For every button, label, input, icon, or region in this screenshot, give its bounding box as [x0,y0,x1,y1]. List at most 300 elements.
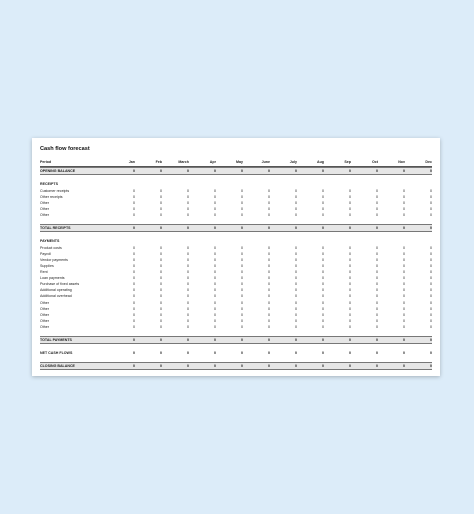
payment-row-cell[interactable]: 0 [376,312,378,317]
total-payments-row-cell[interactable]: 0 [403,337,405,342]
payment-row-cell[interactable]: 0 [187,324,189,329]
receipt-row-cell[interactable]: 0 [268,200,270,205]
header-row-cell[interactable]: May [236,160,243,164]
payment-row-cell[interactable]: 0 [430,276,432,281]
payment-row-cell[interactable]: 0 [133,318,135,323]
payment-row-cell[interactable]: 0 [241,263,243,268]
payment-row-cell[interactable]: 0 [376,288,378,293]
payment-row-cell[interactable]: 0 [349,282,351,287]
payment-row-cell[interactable]: 0 [430,251,432,256]
closing-balance-row-cell[interactable]: 0 [376,364,378,369]
payment-row-cell[interactable]: 0 [403,306,405,311]
payment-row-cell[interactable]: 0 [268,294,270,299]
total-payments-row-cell[interactable]: 0 [133,337,135,342]
payment-row-cell[interactable]: 0 [160,288,162,293]
net-cash-flows-row-cell[interactable]: 0 [187,351,189,356]
closing-balance-row-cell[interactable]: 0 [295,364,297,369]
payment-row-cell[interactable]: 0 [268,318,270,323]
payment-row-cell[interactable]: 0 [403,257,405,262]
payment-row-cell[interactable]: 0 [241,324,243,329]
receipt-row-cell[interactable]: 0 [376,206,378,211]
receipt-row-cell[interactable]: 0 [133,200,135,205]
receipt-row-cell[interactable]: 0 [403,200,405,205]
payment-row-cell[interactable]: 0 [403,312,405,317]
payment-row-cell[interactable]: 0 [268,276,270,281]
payment-row-cell[interactable]: 0 [403,251,405,256]
payment-row-cell[interactable]: 0 [268,324,270,329]
total-payments-row-cell[interactable]: 0 [322,337,324,342]
payment-row-cell[interactable]: 0 [214,251,216,256]
payment-row-cell[interactable]: 0 [322,288,324,293]
payment-row-cell[interactable]: 0 [214,276,216,281]
header-row-cell[interactable]: Dec [425,160,432,164]
payment-row-cell[interactable]: 0 [349,257,351,262]
payment-row-cell[interactable]: 0 [349,288,351,293]
receipt-row-cell[interactable]: 0 [241,212,243,217]
payment-row-cell[interactable]: 0 [430,306,432,311]
receipt-row-cell[interactable]: 0 [322,206,324,211]
net-cash-flows-row-cell[interactable]: 0 [268,351,270,356]
receipt-row-cell[interactable]: 0 [349,212,351,217]
payment-row-cell[interactable]: 0 [349,324,351,329]
net-cash-flows-row-cell[interactable]: 0 [349,351,351,356]
receipt-row-cell[interactable]: 0 [214,194,216,199]
payment-row-cell[interactable]: 0 [403,270,405,275]
payment-row-cell[interactable]: 0 [376,318,378,323]
payment-row-cell[interactable]: 0 [133,294,135,299]
total-receipts-row-cell[interactable]: 0 [322,226,324,231]
receipt-row-cell[interactable]: 0 [376,200,378,205]
receipt-row-cell[interactable]: 0 [295,206,297,211]
payment-row-cell[interactable]: 0 [187,270,189,275]
payment-row-cell[interactable]: 0 [214,294,216,299]
payment-row-cell[interactable]: 0 [133,257,135,262]
payment-row-cell[interactable]: 0 [160,257,162,262]
payment-row-cell[interactable]: 0 [214,288,216,293]
receipt-row-cell[interactable]: 0 [160,206,162,211]
payment-row-cell[interactable]: 0 [349,318,351,323]
payment-row-cell[interactable]: 0 [403,294,405,299]
payment-row-cell[interactable]: 0 [214,282,216,287]
receipt-row-cell[interactable]: 0 [295,188,297,193]
payment-row-cell[interactable]: 0 [376,324,378,329]
net-cash-flows-row-cell[interactable]: 0 [403,351,405,356]
total-receipts-row-cell[interactable]: 0 [133,226,135,231]
payment-row-cell[interactable]: 0 [430,270,432,275]
receipt-row-cell[interactable]: 0 [322,188,324,193]
header-row-cell[interactable]: Jan [128,160,135,164]
payment-row-cell[interactable]: 0 [322,282,324,287]
payment-row-cell[interactable]: 0 [430,288,432,293]
payment-row-cell[interactable]: 0 [241,245,243,250]
payment-row-cell[interactable]: 0 [160,245,162,250]
closing-balance-row-cell[interactable]: 0 [403,364,405,369]
opening-balance-row-cell[interactable]: 0 [295,169,297,173]
payment-row-cell[interactable]: 0 [295,251,297,256]
payment-row-cell[interactable]: 0 [268,245,270,250]
receipt-row-cell[interactable]: 0 [403,206,405,211]
total-receipts-row-cell[interactable]: 0 [241,226,243,231]
payment-row-cell[interactable]: 0 [187,251,189,256]
payment-row-cell[interactable]: 0 [376,257,378,262]
receipt-row-cell[interactable]: 0 [268,188,270,193]
payment-row-cell[interactable]: 0 [268,257,270,262]
receipt-row-cell[interactable]: 0 [322,194,324,199]
opening-balance-row-cell[interactable]: 0 [376,169,378,173]
payment-row-cell[interactable]: 0 [187,288,189,293]
payment-row-cell[interactable]: 0 [214,300,216,305]
closing-balance-row-cell[interactable]: 0 [430,364,432,369]
payment-row-cell[interactable]: 0 [295,245,297,250]
total-payments-row-cell[interactable]: 0 [214,337,216,342]
payment-row-cell[interactable]: 0 [268,288,270,293]
payment-row-cell[interactable]: 0 [430,324,432,329]
payment-row-cell[interactable]: 0 [295,300,297,305]
payment-row-cell[interactable]: 0 [403,288,405,293]
net-cash-flows-row-cell[interactable]: 0 [133,351,135,356]
header-row-cell[interactable]: March [178,160,189,164]
receipt-row-cell[interactable]: 0 [241,200,243,205]
net-cash-flows-row-cell[interactable]: 0 [376,351,378,356]
payment-row-cell[interactable]: 0 [295,312,297,317]
payment-row-cell[interactable]: 0 [241,282,243,287]
payment-row-cell[interactable]: 0 [376,276,378,281]
payment-row-cell[interactable]: 0 [214,257,216,262]
payment-row-cell[interactable]: 0 [133,282,135,287]
payment-row-cell[interactable]: 0 [376,263,378,268]
payment-row-cell[interactable]: 0 [214,324,216,329]
payment-row-cell[interactable]: 0 [187,300,189,305]
payment-row-cell[interactable]: 0 [322,324,324,329]
receipt-row-cell[interactable]: 0 [133,212,135,217]
payment-row-cell[interactable]: 0 [187,318,189,323]
payment-row-cell[interactable]: 0 [268,300,270,305]
header-row-cell[interactable]: Nov [398,160,405,164]
receipt-row-cell[interactable]: 0 [241,206,243,211]
payment-row-cell[interactable]: 0 [403,276,405,281]
receipt-row-cell[interactable]: 0 [268,194,270,199]
net-cash-flows-row-cell[interactable]: 0 [214,351,216,356]
payment-row-cell[interactable]: 0 [295,294,297,299]
payment-row-cell[interactable]: 0 [133,300,135,305]
total-receipts-row-cell[interactable]: 0 [268,226,270,231]
receipt-row-cell[interactable]: 0 [322,212,324,217]
total-receipts-row-cell[interactable]: 0 [376,226,378,231]
payment-row-cell[interactable]: 0 [322,257,324,262]
payment-row-cell[interactable]: 0 [322,294,324,299]
closing-balance-row-cell[interactable]: 0 [133,364,135,369]
payment-row-cell[interactable]: 0 [430,294,432,299]
receipt-row-cell[interactable]: 0 [187,200,189,205]
receipt-row-cell[interactable]: 0 [349,206,351,211]
total-payments-row-cell[interactable]: 0 [295,337,297,342]
payment-row-cell[interactable]: 0 [268,251,270,256]
payment-row-cell[interactable]: 0 [241,257,243,262]
payment-row-cell[interactable]: 0 [187,257,189,262]
payment-row-cell[interactable]: 0 [214,306,216,311]
total-payments-row-cell[interactable]: 0 [187,337,189,342]
receipt-row-cell[interactable]: 0 [160,188,162,193]
opening-balance-row-cell[interactable]: 0 [133,169,135,173]
receipt-row-cell[interactable]: 0 [241,188,243,193]
receipt-row-cell[interactable]: 0 [376,194,378,199]
payment-row-cell[interactable]: 0 [133,306,135,311]
payment-row-cell[interactable]: 0 [430,312,432,317]
payment-row-cell[interactable]: 0 [133,245,135,250]
payment-row-cell[interactable]: 0 [295,288,297,293]
payment-row-cell[interactable]: 0 [295,257,297,262]
receipt-row-cell[interactable]: 0 [430,188,432,193]
receipt-row-cell[interactable]: 0 [214,200,216,205]
payment-row-cell[interactable]: 0 [133,276,135,281]
payment-row-cell[interactable]: 0 [322,312,324,317]
payment-row-cell[interactable]: 0 [214,245,216,250]
receipt-row-cell[interactable]: 0 [160,194,162,199]
payment-row-cell[interactable]: 0 [241,251,243,256]
payment-row-cell[interactable]: 0 [187,276,189,281]
payment-row-cell[interactable]: 0 [160,318,162,323]
total-receipts-row-cell[interactable]: 0 [160,226,162,231]
payment-row-cell[interactable]: 0 [187,312,189,317]
payment-row-cell[interactable]: 0 [349,276,351,281]
payment-row-cell[interactable]: 0 [430,282,432,287]
payment-row-cell[interactable]: 0 [322,245,324,250]
payment-row-cell[interactable]: 0 [295,263,297,268]
payment-row-cell[interactable]: 0 [376,282,378,287]
receipt-row-cell[interactable]: 0 [295,194,297,199]
payment-row-cell[interactable]: 0 [268,282,270,287]
total-receipts-row-cell[interactable]: 0 [187,226,189,231]
receipt-row-cell[interactable]: 0 [133,188,135,193]
payment-row-cell[interactable]: 0 [187,245,189,250]
header-row-cell[interactable]: Sep [344,160,351,164]
opening-balance-row-cell[interactable]: 0 [430,169,432,173]
payment-row-cell[interactable]: 0 [430,318,432,323]
payment-row-cell[interactable]: 0 [160,294,162,299]
payment-row-cell[interactable]: 0 [349,312,351,317]
payment-row-cell[interactable]: 0 [376,245,378,250]
payment-row-cell[interactable]: 0 [160,312,162,317]
net-cash-flows-row-cell[interactable]: 0 [322,351,324,356]
payment-row-cell[interactable]: 0 [133,270,135,275]
payment-row-cell[interactable]: 0 [187,263,189,268]
header-row-cell[interactable]: June [261,160,270,164]
opening-balance-row-cell[interactable]: 0 [241,169,243,173]
receipt-row-cell[interactable]: 0 [295,212,297,217]
header-row-cell[interactable]: Aug [317,160,324,164]
opening-balance-row-cell[interactable]: 0 [160,169,162,173]
payment-row-cell[interactable]: 0 [403,318,405,323]
payment-row-cell[interactable]: 0 [241,270,243,275]
payment-row-cell[interactable]: 0 [268,312,270,317]
payment-row-cell[interactable]: 0 [322,300,324,305]
header-row-cell[interactable]: July [289,160,297,164]
payment-row-cell[interactable]: 0 [214,263,216,268]
payment-row-cell[interactable]: 0 [295,276,297,281]
payment-row-cell[interactable]: 0 [133,288,135,293]
payment-row-cell[interactable]: 0 [376,306,378,311]
payment-row-cell[interactable]: 0 [430,300,432,305]
total-payments-row-cell[interactable]: 0 [430,337,432,342]
receipt-row-cell[interactable]: 0 [187,194,189,199]
closing-balance-row-cell[interactable]: 0 [241,364,243,369]
closing-balance-row-cell[interactable]: 0 [322,364,324,369]
payment-row-cell[interactable]: 0 [268,270,270,275]
payment-row-cell[interactable]: 0 [295,324,297,329]
payment-row-cell[interactable]: 0 [214,270,216,275]
payment-row-cell[interactable]: 0 [241,306,243,311]
receipt-row-cell[interactable]: 0 [349,188,351,193]
payment-row-cell[interactable]: 0 [241,318,243,323]
payment-row-cell[interactable]: 0 [187,306,189,311]
payment-row-cell[interactable]: 0 [187,294,189,299]
receipt-row-cell[interactable]: 0 [322,200,324,205]
payment-row-cell[interactable]: 0 [403,324,405,329]
net-cash-flows-row-cell[interactable]: 0 [430,351,432,356]
payment-row-cell[interactable]: 0 [349,251,351,256]
total-receipts-row-cell[interactable]: 0 [214,226,216,231]
payment-row-cell[interactable]: 0 [295,318,297,323]
payment-row-cell[interactable]: 0 [295,270,297,275]
payment-row-cell[interactable]: 0 [403,263,405,268]
payment-row-cell[interactable]: 0 [430,257,432,262]
payment-row-cell[interactable]: 0 [403,300,405,305]
receipt-row-cell[interactable]: 0 [187,188,189,193]
closing-balance-row-cell[interactable]: 0 [160,364,162,369]
payment-row-cell[interactable]: 0 [403,245,405,250]
receipt-row-cell[interactable]: 0 [349,194,351,199]
payment-row-cell[interactable]: 0 [349,294,351,299]
receipt-row-cell[interactable]: 0 [268,212,270,217]
payment-row-cell[interactable]: 0 [133,312,135,317]
opening-balance-row-cell[interactable]: 0 [322,169,324,173]
payment-row-cell[interactable]: 0 [322,318,324,323]
payment-row-cell[interactable]: 0 [133,324,135,329]
opening-balance-row-cell[interactable]: 0 [349,169,351,173]
payment-row-cell[interactable]: 0 [376,270,378,275]
payment-row-cell[interactable]: 0 [376,300,378,305]
payment-row-cell[interactable]: 0 [241,312,243,317]
payment-row-cell[interactable]: 0 [376,294,378,299]
opening-balance-row-cell[interactable]: 0 [187,169,189,173]
payment-row-cell[interactable]: 0 [295,282,297,287]
net-cash-flows-row-cell[interactable]: 0 [160,351,162,356]
payment-row-cell[interactable]: 0 [160,270,162,275]
payment-row-cell[interactable]: 0 [349,300,351,305]
closing-balance-row-cell[interactable]: 0 [187,364,189,369]
payment-row-cell[interactable]: 0 [160,300,162,305]
payment-row-cell[interactable]: 0 [133,263,135,268]
receipt-row-cell[interactable]: 0 [214,188,216,193]
net-cash-flows-row-cell[interactable]: 0 [241,351,243,356]
net-cash-flows-row-cell[interactable]: 0 [295,351,297,356]
payment-row-cell[interactable]: 0 [241,276,243,281]
header-row-cell[interactable]: Oct [372,160,378,164]
receipt-row-cell[interactable]: 0 [403,212,405,217]
opening-balance-row-cell[interactable]: 0 [403,169,405,173]
payment-row-cell[interactable]: 0 [403,282,405,287]
payment-row-cell[interactable]: 0 [160,251,162,256]
header-row-cell[interactable]: Feb [155,160,162,164]
payment-row-cell[interactable]: 0 [187,282,189,287]
payment-row-cell[interactable]: 0 [268,306,270,311]
receipt-row-cell[interactable]: 0 [160,212,162,217]
receipt-row-cell[interactable]: 0 [403,188,405,193]
receipt-row-cell[interactable]: 0 [160,200,162,205]
payment-row-cell[interactable]: 0 [322,306,324,311]
receipt-row-cell[interactable]: 0 [430,200,432,205]
total-payments-row-cell[interactable]: 0 [268,337,270,342]
total-receipts-row-cell[interactable]: 0 [403,226,405,231]
receipt-row-cell[interactable]: 0 [376,188,378,193]
payment-row-cell[interactable]: 0 [160,276,162,281]
receipt-row-cell[interactable]: 0 [187,212,189,217]
receipt-row-cell[interactable]: 0 [403,194,405,199]
payment-row-cell[interactable]: 0 [160,324,162,329]
payment-row-cell[interactable]: 0 [322,276,324,281]
payment-row-cell[interactable]: 0 [160,282,162,287]
receipt-row-cell[interactable]: 0 [214,206,216,211]
payment-row-cell[interactable]: 0 [430,263,432,268]
receipt-row-cell[interactable]: 0 [430,194,432,199]
payment-row-cell[interactable]: 0 [349,245,351,250]
payment-row-cell[interactable]: 0 [322,263,324,268]
header-row-cell[interactable]: Apr [209,160,216,164]
payment-row-cell[interactable]: 0 [430,245,432,250]
total-payments-row-cell[interactable]: 0 [376,337,378,342]
payment-row-cell[interactable]: 0 [160,263,162,268]
payment-row-cell[interactable]: 0 [241,288,243,293]
payment-row-cell[interactable]: 0 [214,318,216,323]
total-receipts-row-cell[interactable]: 0 [295,226,297,231]
opening-balance-row-cell[interactable]: 0 [214,169,216,173]
payment-row-cell[interactable]: 0 [349,306,351,311]
total-receipts-row-cell[interactable]: 0 [430,226,432,231]
payment-row-cell[interactable]: 0 [349,263,351,268]
payment-row-cell[interactable]: 0 [295,306,297,311]
payment-row-cell[interactable]: 0 [160,306,162,311]
payment-row-cell[interactable]: 0 [322,270,324,275]
total-payments-row-cell[interactable]: 0 [160,337,162,342]
receipt-row-cell[interactable]: 0 [349,200,351,205]
total-receipts-row-cell[interactable]: 0 [349,226,351,231]
payment-row-cell[interactable]: 0 [241,294,243,299]
payment-row-cell[interactable]: 0 [322,251,324,256]
payment-row-cell[interactable]: 0 [376,251,378,256]
payment-row-cell[interactable]: 0 [133,251,135,256]
receipt-row-cell[interactable]: 0 [268,206,270,211]
receipt-row-cell[interactable]: 0 [214,212,216,217]
payment-row-cell[interactable]: 0 [349,270,351,275]
receipt-row-cell[interactable]: 0 [376,212,378,217]
receipt-row-cell[interactable]: 0 [430,212,432,217]
opening-balance-row-cell[interactable]: 0 [268,169,270,173]
receipt-row-cell[interactable]: 0 [187,206,189,211]
closing-balance-row-cell[interactable]: 0 [268,364,270,369]
payment-row-cell[interactable]: 0 [268,263,270,268]
total-payments-row-cell[interactable]: 0 [241,337,243,342]
closing-balance-row-cell[interactable]: 0 [214,364,216,369]
closing-balance-row-cell[interactable]: 0 [349,364,351,369]
receipt-row-cell[interactable]: 0 [133,194,135,199]
receipt-row-cell[interactable]: 0 [295,200,297,205]
payment-row-cell[interactable]: 0 [241,300,243,305]
receipt-row-cell[interactable]: 0 [430,206,432,211]
receipt-row-cell[interactable]: 0 [133,206,135,211]
payment-row-cell[interactable]: 0 [214,312,216,317]
receipt-row-cell[interactable]: 0 [241,194,243,199]
total-payments-row-cell[interactable]: 0 [349,337,351,342]
